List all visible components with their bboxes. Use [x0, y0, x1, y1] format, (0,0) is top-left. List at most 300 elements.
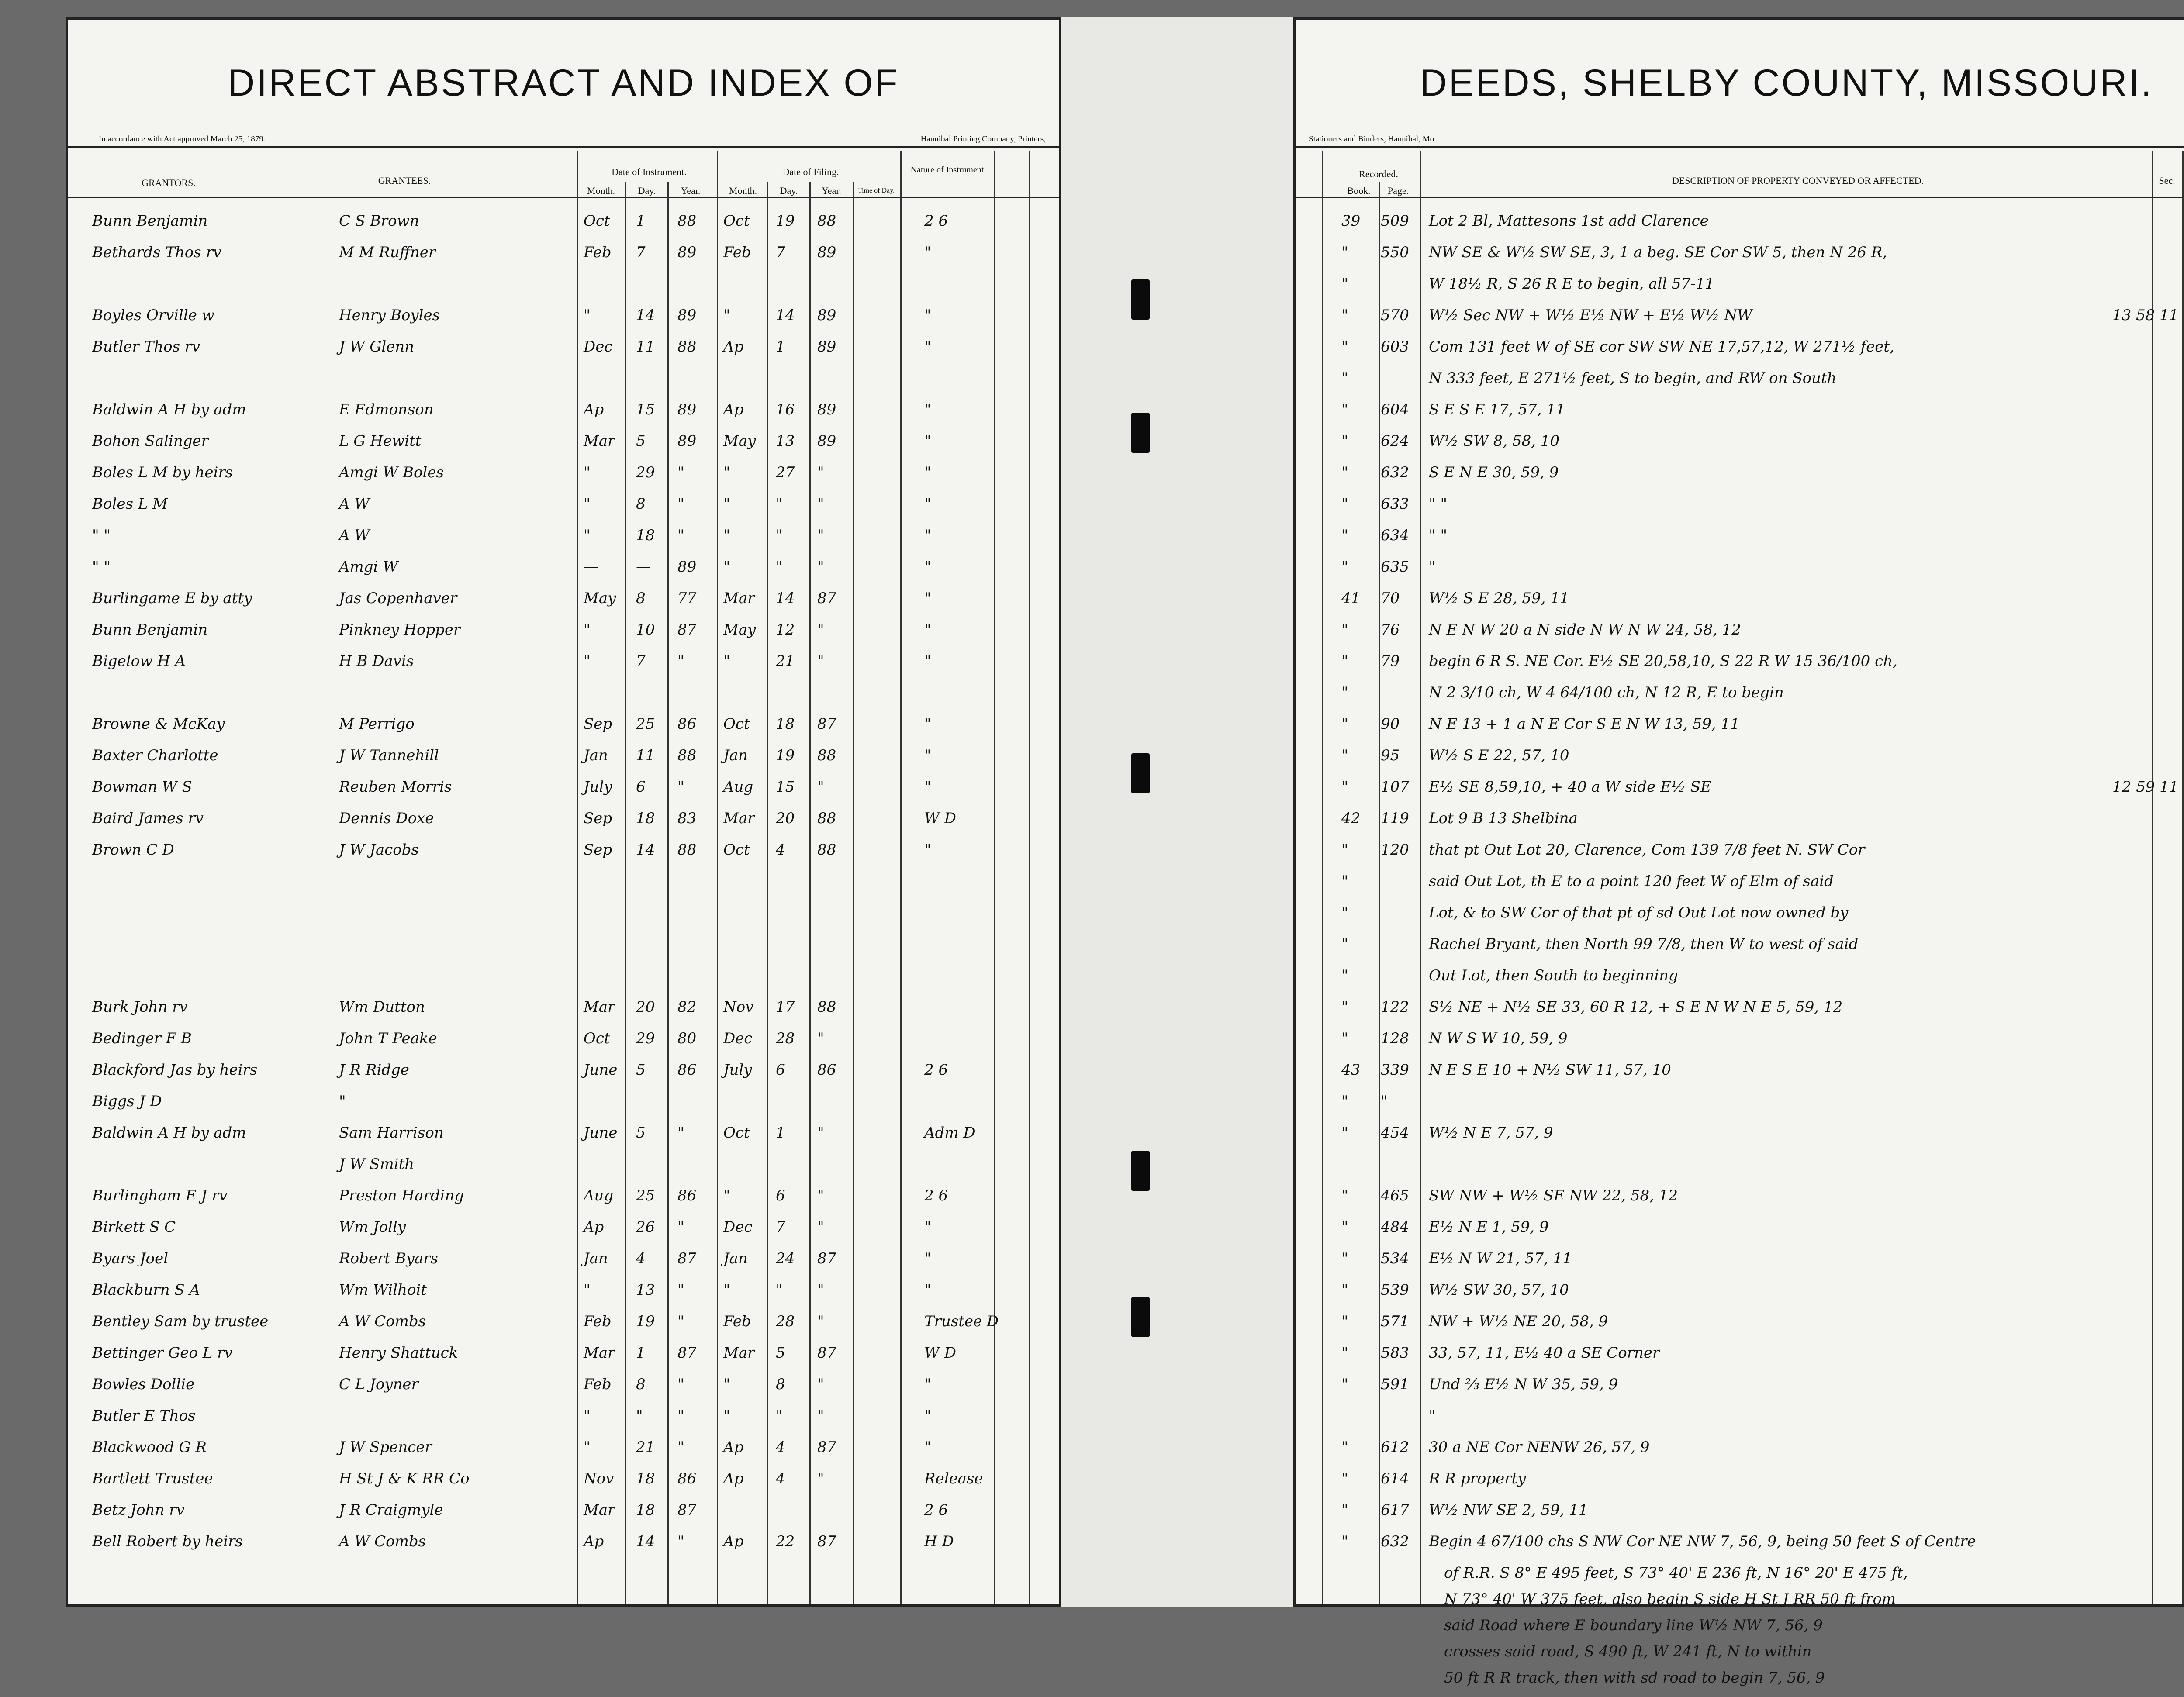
filing-year-cell: "	[817, 1376, 824, 1393]
grantor-cell: Bunn Benjamin	[92, 212, 208, 230]
filing-day-cell: 7	[776, 244, 785, 261]
page-cell: 633	[1381, 495, 1409, 513]
table-row	[1296, 527, 2184, 555]
book-cell: "	[1341, 558, 1348, 576]
table-row	[68, 1438, 1059, 1466]
table-row	[68, 747, 1059, 775]
left-ledger-page	[66, 17, 1061, 1607]
grantee-cell: C L Joyner	[339, 1376, 418, 1393]
nature-cell: "	[924, 527, 931, 544]
instrument-year-cell: 87	[677, 621, 697, 638]
filing-year-cell: 89	[817, 432, 836, 450]
instrument-month-cell: Aug	[584, 1187, 614, 1204]
table-row	[1296, 558, 2184, 586]
table-row	[1296, 1218, 2184, 1246]
instrument-year-cell: 86	[677, 1470, 697, 1487]
instrument-year-cell: 86	[677, 715, 697, 733]
instrument-year-cell: 83	[677, 810, 697, 827]
filing-day-cell: 8	[776, 1376, 785, 1393]
grantor-cell: Bowman W S	[92, 778, 192, 796]
instrument-day-cell: 18	[636, 527, 655, 544]
table-row	[68, 715, 1059, 743]
book-cell: "	[1341, 1344, 1348, 1362]
filing-month-cell: "	[723, 1407, 730, 1425]
page-cell: 603	[1381, 338, 1409, 355]
grantor-cell: Boles L M by heirs	[92, 464, 233, 481]
table-row	[68, 935, 1059, 963]
nature-cell: "	[924, 338, 931, 355]
filing-month-cell: Oct	[723, 212, 750, 230]
filing-month-cell: "	[723, 1187, 730, 1204]
header-rule	[1296, 146, 2184, 148]
table-row	[1296, 1187, 2184, 1215]
filing-month-cell: "	[723, 558, 730, 576]
table-row	[1296, 1533, 2184, 1561]
description-continuation-line	[1296, 1643, 2184, 1671]
instrument-year-cell: 88	[677, 212, 697, 230]
filing-year-cell: 87	[817, 1533, 836, 1550]
nature-cell: "	[924, 747, 931, 764]
grantor-cell: Bell Robert by heirs	[92, 1533, 243, 1550]
book-gutter	[1061, 17, 1293, 1607]
grantor-cell: Burlingham E J rv	[92, 1187, 228, 1204]
book-cell: "	[1341, 1313, 1348, 1330]
stationer-note: Stationers and Binders, Hannibal, Mo.	[1309, 135, 1436, 144]
instrument-year-cell: 89	[677, 401, 697, 418]
description-cell: S E S E 17, 57, 11	[1429, 401, 1565, 418]
binding-hole	[1131, 753, 1150, 793]
grantor-cell: Baxter Charlotte	[92, 747, 218, 764]
book-cell: "	[1341, 715, 1348, 733]
filing-year-cell: 87	[817, 1250, 836, 1267]
table-row	[68, 338, 1059, 366]
description-continuation-line	[1296, 1590, 2184, 1618]
filing-year-cell: 88	[817, 747, 836, 764]
book-cell: "	[1341, 967, 1348, 984]
instrument-day-cell: 29	[636, 464, 655, 481]
page-cell: 624	[1381, 432, 1409, 450]
instrument-day-cell: 1	[636, 1344, 646, 1362]
grantor-cell: Blackburn S A	[92, 1281, 200, 1299]
filing-day-cell: "	[776, 495, 783, 513]
filing-year-cell: 87	[817, 590, 836, 607]
page-cell: 539	[1381, 1281, 1409, 1299]
book-cell: "	[1341, 1218, 1348, 1236]
table-row	[1296, 307, 2184, 335]
filing-day-cell: 4	[776, 841, 785, 859]
grantee-cell: Jas Copenhaver	[339, 590, 457, 607]
page-cell: 79	[1381, 652, 1400, 670]
instrument-month-cell: Sep	[584, 715, 612, 733]
table-row	[1296, 652, 2184, 680]
instrument-year-cell: 88	[677, 747, 697, 764]
book-cell: "	[1341, 747, 1348, 764]
table-row	[1296, 1376, 2184, 1404]
grantee-cell: Henry Boyles	[339, 307, 440, 324]
instrument-day-cell: "	[636, 1407, 643, 1425]
grantor-cell: Biggs J D	[92, 1093, 162, 1110]
nature-cell: "	[924, 307, 931, 324]
instrument-month-cell: Sep	[584, 841, 612, 859]
filing-year-cell: 89	[817, 244, 836, 261]
nature-cell: "	[924, 244, 931, 261]
grantor-cell: Bentley Sam by trustee	[92, 1313, 269, 1330]
filing-year-cell: "	[817, 527, 824, 544]
table-row	[68, 495, 1059, 523]
book-cell: "	[1341, 464, 1348, 481]
filing-year-cell: "	[817, 621, 824, 638]
filing-day-cell: "	[776, 527, 783, 544]
filing-month-cell: Oct	[723, 715, 750, 733]
table-row	[1296, 1470, 2184, 1498]
description-cell: said Out Lot, th E to a point 120 feet W of Elm of said	[1429, 873, 1834, 890]
table-row	[1296, 1124, 2184, 1152]
grantee-cell: C S Brown	[339, 212, 419, 230]
filing-year-cell: 88	[817, 841, 836, 859]
page-cell: 534	[1381, 1250, 1409, 1267]
instrument-day-cell: 5	[636, 1124, 646, 1142]
grantee-cell: J R Ridge	[339, 1061, 409, 1079]
grantor-cell: Birkett S C	[92, 1218, 176, 1236]
instrument-month-cell: Ap	[584, 401, 604, 418]
page-cell: 635	[1381, 558, 1409, 576]
filing-day-cell: 4	[776, 1438, 785, 1456]
filing-year-header: Year.	[822, 185, 841, 196]
book-cell: "	[1341, 1438, 1348, 1456]
page-cell: 583	[1381, 1344, 1409, 1362]
page-cell: 570	[1381, 307, 1409, 324]
grantee-cell: J R Craigmyle	[339, 1501, 443, 1519]
nature-cell: H D	[924, 1533, 954, 1550]
filing-month-cell: Mar	[723, 1344, 755, 1362]
table-row	[1296, 747, 2184, 775]
instrument-day-cell: 5	[636, 432, 646, 450]
table-row	[1296, 212, 2184, 240]
description-cell: Lot, & to SW Cor of that pt of sd Out Lot now owned by	[1429, 904, 1849, 921]
instrument-day-cell: 13	[636, 1281, 655, 1299]
grantee-cell: John T Peake	[339, 1030, 437, 1047]
description-cell: Out Lot, then South to beginning	[1429, 967, 1678, 984]
grantee-cell: J W Smith	[339, 1155, 415, 1173]
grantor-cell: Bohon Salinger	[92, 432, 208, 450]
table-row	[68, 1344, 1059, 1372]
header-rule	[68, 146, 1059, 148]
book-cell: "	[1341, 1501, 1348, 1519]
instrument-year-cell: 80	[677, 1030, 697, 1047]
book-cell: "	[1341, 527, 1348, 544]
filing-day-cell: 22	[776, 1533, 795, 1550]
table-row	[1296, 684, 2184, 712]
filing-month-cell: May	[723, 432, 756, 450]
page-cell: 591	[1381, 1376, 1409, 1393]
page-cell: 122	[1381, 998, 1409, 1016]
table-row	[1296, 495, 2184, 523]
book-cell: "	[1341, 652, 1348, 670]
instrument-year-cell: 86	[677, 1061, 697, 1079]
filing-month-cell: "	[723, 1376, 730, 1393]
description-cell: Und ⅔ E½ N W 35, 59, 9	[1429, 1376, 1618, 1393]
filing-day-cell: 13	[776, 432, 795, 450]
table-row	[1296, 810, 2184, 838]
filing-month-cell: Ap	[723, 1470, 744, 1487]
filing-month-cell: Aug	[723, 778, 753, 796]
filing-year-cell: 87	[817, 1438, 836, 1456]
book-cell: 41	[1341, 590, 1361, 607]
instrument-year-header: Year.	[681, 185, 701, 196]
filing-day-cell: 4	[776, 1470, 785, 1487]
table-row	[1296, 841, 2184, 869]
description-continuation-line	[1296, 1564, 2184, 1592]
table-row	[68, 1093, 1059, 1121]
table-row	[68, 967, 1059, 995]
instrument-year-cell: 88	[677, 841, 697, 859]
table-row	[1296, 935, 2184, 963]
filing-year-cell: "	[817, 558, 824, 576]
filing-month-cell: Jan	[723, 747, 748, 764]
table-row	[1296, 1313, 2184, 1341]
description-cell: " "	[1429, 527, 1448, 544]
instrument-day-cell: —	[636, 558, 651, 576]
table-row	[1296, 998, 2184, 1026]
page-cell: 571	[1381, 1313, 1409, 1330]
filing-year-cell: "	[817, 1470, 824, 1487]
right-page-title: DEEDS, SHELBY COUNTY, MISSOURI.	[1420, 62, 2153, 104]
instrument-year-cell: "	[677, 527, 684, 544]
description-cell: that pt Out Lot 20, Clarence, Com 139 7/8 feet N. SW Cor	[1429, 841, 1865, 859]
filing-month-cell: Oct	[723, 1124, 750, 1142]
filing-day-cell: 20	[776, 810, 795, 827]
table-row	[1296, 778, 2184, 806]
page-cell: 614	[1381, 1470, 1409, 1487]
filing-month-cell: "	[723, 495, 730, 513]
nature-cell: "	[924, 1407, 931, 1425]
left-page-title: DIRECT ABSTRACT AND INDEX OF	[228, 62, 899, 104]
instrument-month-cell: —	[584, 558, 598, 576]
description-cell: W½ SW 30, 57, 10	[1429, 1281, 1569, 1299]
book-cell: "	[1341, 275, 1348, 293]
table-row	[68, 1030, 1059, 1058]
table-row	[68, 778, 1059, 806]
filing-year-cell: 89	[817, 307, 836, 324]
instrument-day-cell: 18	[636, 810, 655, 827]
page-cell: 128	[1381, 1030, 1409, 1047]
description-cell: E½ N E 1, 59, 9	[1429, 1218, 1549, 1236]
book-cell: "	[1341, 1124, 1348, 1142]
page-cell: 76	[1381, 621, 1400, 638]
page-cell: 454	[1381, 1124, 1409, 1142]
table-row	[1296, 401, 2184, 429]
table-row	[1296, 369, 2184, 397]
grantor-cell: Baldwin A H by adm	[92, 401, 246, 418]
book-cell: 42	[1341, 810, 1361, 827]
filing-month-cell: Nov	[723, 998, 754, 1016]
instrument-month-cell: "	[584, 621, 591, 638]
instrument-month-cell: "	[584, 652, 591, 670]
grantee-cell: L G Hewitt	[339, 432, 422, 450]
book-cell: "	[1341, 998, 1348, 1016]
description-cell: N W S W 10, 59, 9	[1429, 1030, 1568, 1047]
book-cell: "	[1341, 1250, 1348, 1267]
page-cell: 95	[1381, 747, 1400, 764]
table-row	[1296, 590, 2184, 617]
instrument-year-cell: "	[677, 652, 684, 670]
grantee-cell: A W	[339, 495, 370, 513]
grantor-cell: Boyles Orville w	[92, 307, 214, 324]
grantee-cell: Amgi W Boles	[339, 464, 444, 481]
table-row	[68, 307, 1059, 335]
description-cell: NW + W½ NE 20, 58, 9	[1429, 1313, 1608, 1330]
book-cell: "	[1341, 432, 1348, 450]
instrument-day-cell: 29	[636, 1030, 655, 1047]
table-row	[68, 1313, 1059, 1341]
filing-month-cell: Dec	[723, 1218, 753, 1236]
instrument-year-cell: "	[677, 778, 684, 796]
nature-cell: "	[924, 841, 931, 859]
instrument-day-cell: 1	[636, 212, 646, 230]
description-cell: E½ N W 21, 57, 11	[1429, 1250, 1572, 1267]
table-row	[1296, 1250, 2184, 1278]
nature-cell: "	[924, 401, 931, 418]
description-cell: Lot 2 Bl, Mattesons 1st add Clarence	[1429, 212, 1709, 230]
instrument-year-cell: "	[677, 1313, 684, 1330]
filing-day-cell: 7	[776, 1218, 785, 1236]
instrument-day-cell: 4	[636, 1250, 646, 1267]
filing-day-cell: 19	[776, 212, 795, 230]
instrument-day-cell: 6	[636, 778, 646, 796]
page-cell: 465	[1381, 1187, 1409, 1204]
filing-day-cell: 6	[776, 1061, 785, 1079]
page-cell: 107	[1381, 778, 1409, 796]
instrument-year-cell: "	[677, 464, 684, 481]
grantor-cell: Betz John rv	[92, 1501, 185, 1519]
filing-day-cell: "	[776, 558, 783, 576]
filing-month-header: Month.	[729, 185, 757, 196]
filing-day-cell: "	[776, 1281, 783, 1299]
description-cell: N E 13 + 1 a N E Cor S E N W 13, 59, 11	[1429, 715, 1740, 733]
book-cell: "	[1341, 684, 1348, 701]
grantee-cell: J W Tannehill	[339, 747, 439, 764]
description-cell: 30 a NE Cor NENW 26, 57, 9	[1429, 1438, 1650, 1456]
grantor-cell: Bigelow H A	[92, 652, 186, 670]
book-cell: "	[1341, 1470, 1348, 1487]
filing-day-cell: 14	[776, 590, 795, 607]
description-cell: W½ N E 7, 57, 9	[1429, 1124, 1553, 1142]
description-cell: R R property	[1429, 1470, 1526, 1487]
instrument-month-cell: "	[584, 464, 591, 481]
filing-month-cell: "	[723, 307, 730, 324]
book-cell: "	[1341, 621, 1348, 638]
grantor-cell: Bedinger F B	[92, 1030, 192, 1047]
grantor-cell: Burk John rv	[92, 998, 188, 1016]
description-cell: SW NW + W½ SE NW 22, 58, 12	[1429, 1187, 1678, 1204]
instrument-year-cell: 87	[677, 1501, 697, 1519]
filing-year-cell: "	[817, 1281, 824, 1299]
instrument-month-cell: "	[584, 527, 591, 544]
instrument-year-cell: "	[677, 495, 684, 513]
page-cell: 70	[1381, 590, 1400, 607]
sec-twp-rng-cell: 12 59 11	[2112, 778, 2179, 796]
instrument-year-cell: 87	[677, 1344, 697, 1362]
description-cell: Lot 9 B 13 Shelbina	[1429, 810, 1578, 827]
instrument-year-cell: 87	[677, 1250, 697, 1267]
grantee-cell: Wm Dutton	[339, 998, 425, 1016]
instrument-day-cell: 18	[636, 1501, 655, 1519]
book-cell: "	[1341, 1187, 1348, 1204]
instrument-month-cell: Nov	[584, 1470, 614, 1487]
nature-cell: "	[924, 715, 931, 733]
filing-day-cell: 15	[776, 778, 795, 796]
instrument-month-cell: Oct	[584, 1030, 610, 1047]
table-row	[1296, 1281, 2184, 1309]
grantee-cell: Robert Byars	[339, 1250, 438, 1267]
description-cell: said Road where E boundary line W½ NW 7, 56, 9	[1444, 1617, 1823, 1634]
nature-cell: "	[924, 1250, 931, 1267]
book-cell: "	[1341, 369, 1348, 387]
description-cell: N 2 3/10 ch, W 4 64/100 ch, N 12 R, E to begin	[1429, 684, 1784, 701]
filing-day-cell: 12	[776, 621, 795, 638]
instrument-day-cell: 25	[636, 715, 655, 733]
description-cell: W½ S E 28, 59, 11	[1429, 590, 1569, 607]
table-row	[68, 684, 1059, 712]
column-header-rule	[1296, 197, 2184, 198]
grantor-cell: Butler Thos rv	[92, 338, 200, 355]
binding-hole	[1131, 1151, 1150, 1191]
instrument-year-cell: 88	[677, 338, 697, 355]
nature-cell: "	[924, 1281, 931, 1299]
table-row	[68, 1501, 1059, 1529]
table-row	[68, 464, 1059, 492]
table-row	[68, 1470, 1059, 1498]
grantee-cell: Wm Jolly	[339, 1218, 406, 1236]
grantor-cell: Bethards Thos rv	[92, 244, 221, 261]
description-cell: of R.R. S 8° E 495 feet, S 73° 40' E 236 ft, N 16° 20' E 475 ft,	[1444, 1564, 1908, 1582]
table-row	[1296, 967, 2184, 995]
book-cell: "	[1341, 841, 1348, 859]
grantors-header: GRANTORS.	[142, 177, 196, 188]
description-cell: W½ SW 8, 58, 10	[1429, 432, 1560, 450]
grantor-cell: Browne & McKay	[92, 715, 225, 733]
grantee-cell: A W Combs	[339, 1533, 426, 1550]
instrument-day-cell: 11	[636, 338, 655, 355]
description-cell: "	[1429, 558, 1436, 576]
instrument-day-cell: 5	[636, 1061, 646, 1079]
table-row	[68, 401, 1059, 429]
page-cell: 484	[1381, 1218, 1409, 1236]
instrument-day-cell: 20	[636, 998, 655, 1016]
description-cell: W½ Sec NW + W½ E½ NW + E½ W½ NW	[1429, 307, 1752, 324]
grantor-cell: " "	[92, 527, 111, 544]
page-cell: 339	[1381, 1061, 1409, 1079]
grantee-cell: Sam Harrison	[339, 1124, 444, 1142]
book-cell: "	[1341, 1281, 1348, 1299]
recorded-header: Recorded.	[1359, 169, 1398, 179]
filing-day-cell: 28	[776, 1030, 795, 1047]
instrument-day-cell: 25	[636, 1187, 655, 1204]
instrument-day-cell: 21	[636, 1438, 655, 1456]
nature-cell: "	[924, 558, 931, 576]
grantor-cell: Burlingame E by atty	[92, 590, 252, 607]
filing-month-cell: Dec	[723, 1030, 753, 1047]
page-cell: 90	[1381, 715, 1400, 733]
grantor-cell: Byars Joel	[92, 1250, 169, 1267]
sec-twp-rng-cell: 13 58 11	[2112, 307, 2179, 324]
grantee-cell: J W Spencer	[339, 1438, 432, 1456]
table-row	[1296, 432, 2184, 460]
page-cell: "	[1381, 1093, 1388, 1110]
table-row	[1296, 873, 2184, 900]
grantees-header: GRANTEES.	[378, 175, 431, 186]
grantor-cell: Butler E Thos	[92, 1407, 196, 1425]
